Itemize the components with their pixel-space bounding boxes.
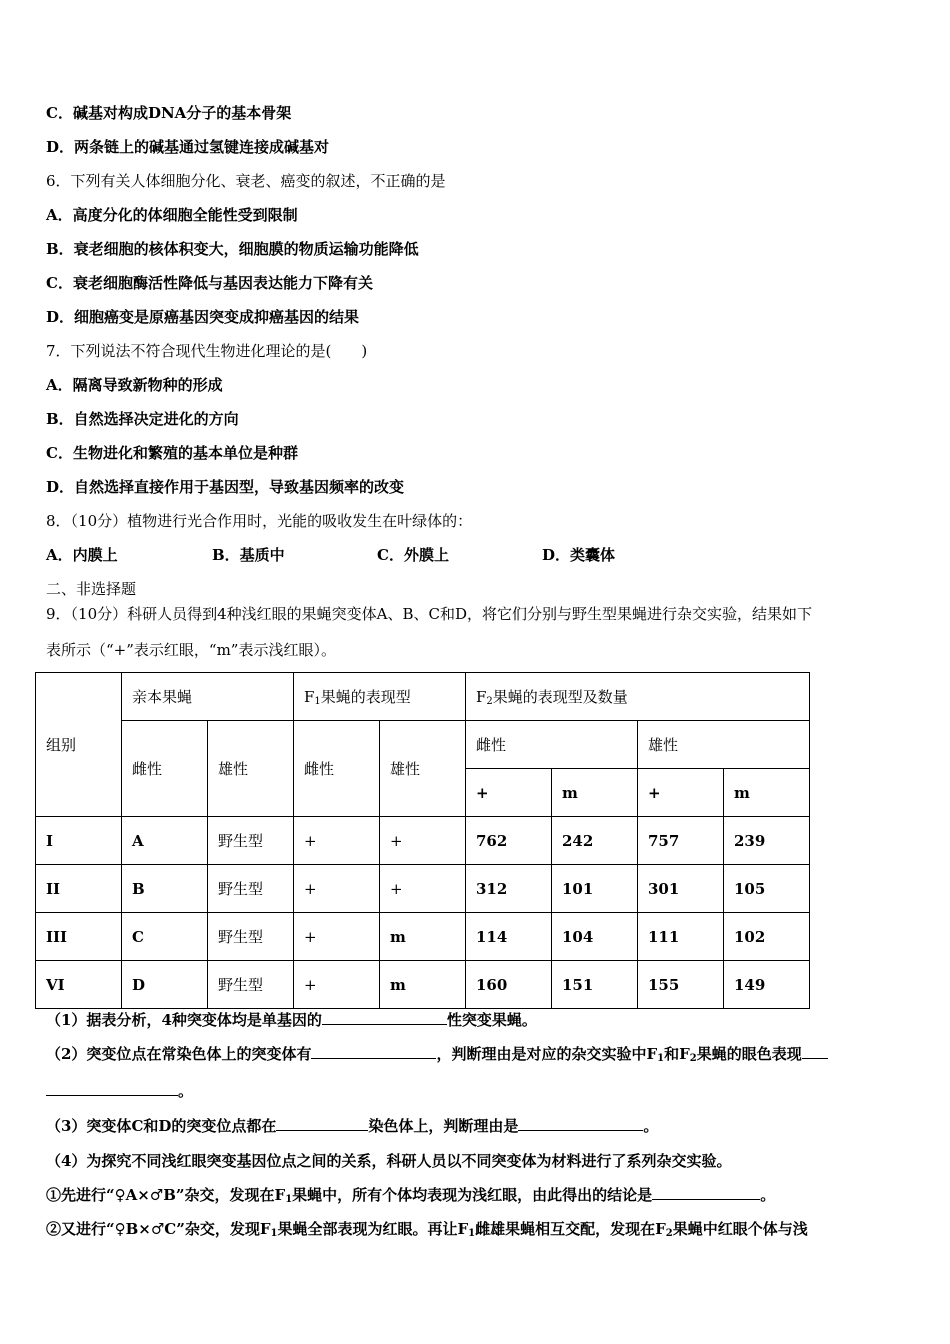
header-f2-male-m: m [724,769,810,817]
row-f2-male-m: 105 [724,865,810,913]
row-f2-female-plus: 762 [466,817,552,865]
answer-blank-3a[interactable] [276,1116,368,1131]
sub-question-2: （2）突变位点在常染色体上的突变体有 ，判断理由是对应的杂交实验中$F_1$和$F_2$果蝇的眼色表现 [46,1044,828,1069]
row-f1-female: + [294,961,380,1009]
row-f2-male-plus: 155 [638,961,724,1009]
header-parent-male: 雄性 [208,721,294,817]
row-group: II [36,865,122,913]
q6-option-d: D．细胞癌变是原癌基因突变成抑癌基因的结果 [46,308,360,326]
answer-blank-2a[interactable] [311,1044,436,1059]
sub-question-4-step1: ①先进行“♀A×♂B”杂交，发现在$F_1$果蝇中，所有个体均表现为浅红眼，由此得出的结论是 。 [46,1186,776,1205]
header-f2-male-plus: + [638,769,724,817]
row-female-parent: C [122,913,208,961]
sub-question-4: （4）为探究不同浅红眼突变基因位点之间的关系，科研人员以不同突变体为材料进行了系列杂交实验。 [46,1152,732,1170]
header-group: 组别 [36,673,122,817]
q8-option-c: C．外膜上 [377,546,449,564]
q6-option-a: A．高度分化的体细胞全能性受到限制 [46,206,298,224]
row-f1-female: + [294,913,380,961]
row-f2-male-plus: 111 [638,913,724,961]
q6-option-c: C．衰老细胞酶活性降低与基因表达能力下降有关 [46,274,373,292]
answer-blank-1[interactable] [322,1010,447,1025]
results-table [35,672,810,1009]
q6-stem: 6．下列有关人体细胞分化、衰老、癌变的叙述，不正确的是 [46,172,446,190]
row-female-parent: A [122,817,208,865]
q8-option-d: D．类囊体 [542,546,616,564]
header-f1-female: 雌性 [294,721,380,817]
header-f2-female-m: m [552,769,638,817]
row-f2-female-plus: 114 [466,913,552,961]
answer-blank-2c[interactable] [46,1081,178,1096]
sub-question-2-cont: 。 [46,1081,193,1101]
table-row [36,865,810,913]
q7-option-b: B．自然选择决定进化的方向 [46,410,239,428]
header-f2-female: 雌性 [466,721,638,769]
row-male-parent: 野生型 [208,913,294,961]
q7-stem: 7．下列说法不符合现代生物进化理论的是( ) [46,342,368,360]
row-f2-female-m: 242 [552,817,638,865]
row-f2-female-m: 151 [552,961,638,1009]
q5-option-c: C．碱基对构成DNA分子的基本骨架 [46,104,292,122]
row-f2-male-plus: 757 [638,817,724,865]
row-f2-female-m: 101 [552,865,638,913]
section-heading: 二、非选择题 [46,580,137,598]
q8-option-a: A．内膜上 [46,546,118,564]
row-f1-female: + [294,865,380,913]
row-f2-female-plus: 160 [466,961,552,1009]
row-female-parent: B [122,865,208,913]
q7-option-c: C．生物进化和繁殖的基本单位是种群 [46,444,298,462]
row-group: I [36,817,122,865]
table-row [36,817,810,865]
sub-question-4-step2: ②又进行“♀B×♂C”杂交，发现$F_1$果蝇全部表现为红眼。再让$F_1$雌雄果蝇相互交配，发现在$F_2$果蝇中红眼个体与浅 [46,1220,808,1239]
row-male-parent: 野生型 [208,961,294,1009]
row-f2-female-plus: 312 [466,865,552,913]
row-f1-male: + [380,817,466,865]
header-f2: $F_2$果蝇的表现型及数量 [466,673,810,721]
row-f2-male-plus: 301 [638,865,724,913]
row-f2-female-m: 104 [552,913,638,961]
q5-option-d: D．两条链上的碱基通过氢键连接成碱基对 [46,138,330,156]
q7-option-a: A．隔离导致新物种的形成 [46,376,223,394]
row-f1-male: m [380,961,466,1009]
table-row [36,961,810,1009]
row-group: III [36,913,122,961]
row-f2-male-m: 239 [724,817,810,865]
header-parent-female: 雌性 [122,721,208,817]
row-f2-male-m: 149 [724,961,810,1009]
row-male-parent: 野生型 [208,817,294,865]
sub-question-1: （1）据表分析，4种突变体均是单基因的 性突变果蝇。 [46,1011,537,1029]
header-f2-female-plus: + [466,769,552,817]
q9-stem-line1: 9．（10分）科研人员得到4种浅红眼的果蝇突变体A、B、C和D，将它们分别与野生型果蝇进行杂交实验，结果如下 [46,605,813,623]
row-male-parent: 野生型 [208,865,294,913]
q8-option-b: B．基质中 [212,546,285,564]
row-f2-male-m: 102 [724,913,810,961]
sub-question-3: （3）突变体C和D的突变位点都在 染色体上，判断理由是 。 [46,1117,659,1135]
header-f1-male: 雄性 [380,721,466,817]
row-group: VI [36,961,122,1009]
row-f1-female: + [294,817,380,865]
answer-blank-2b[interactable] [802,1044,828,1059]
header-parent: 亲本果蝇 [122,673,294,721]
row-f1-male: m [380,913,466,961]
row-female-parent: D [122,961,208,1009]
header-f2-male: 雄性 [638,721,810,769]
q8-stem: 8．（10分）植物进行光合作用时，光能的吸收发生在叶绿体的： [46,512,473,530]
q7-option-d: D．自然选择直接作用于基因型，导致基因频率的改变 [46,478,405,496]
table-row [36,913,810,961]
q9-stem-line2: 表所示（“+”表示红眼，“m”表示浅红眼）。 [46,641,336,659]
header-f1: $F_1$果蝇的表现型 [294,673,466,721]
answer-blank-4a[interactable] [652,1185,760,1200]
answer-blank-3b[interactable] [518,1116,643,1131]
q6-option-b: B．衰老细胞的核体积变大，细胞膜的物质运输功能降低 [46,240,419,258]
row-f1-male: + [380,865,466,913]
